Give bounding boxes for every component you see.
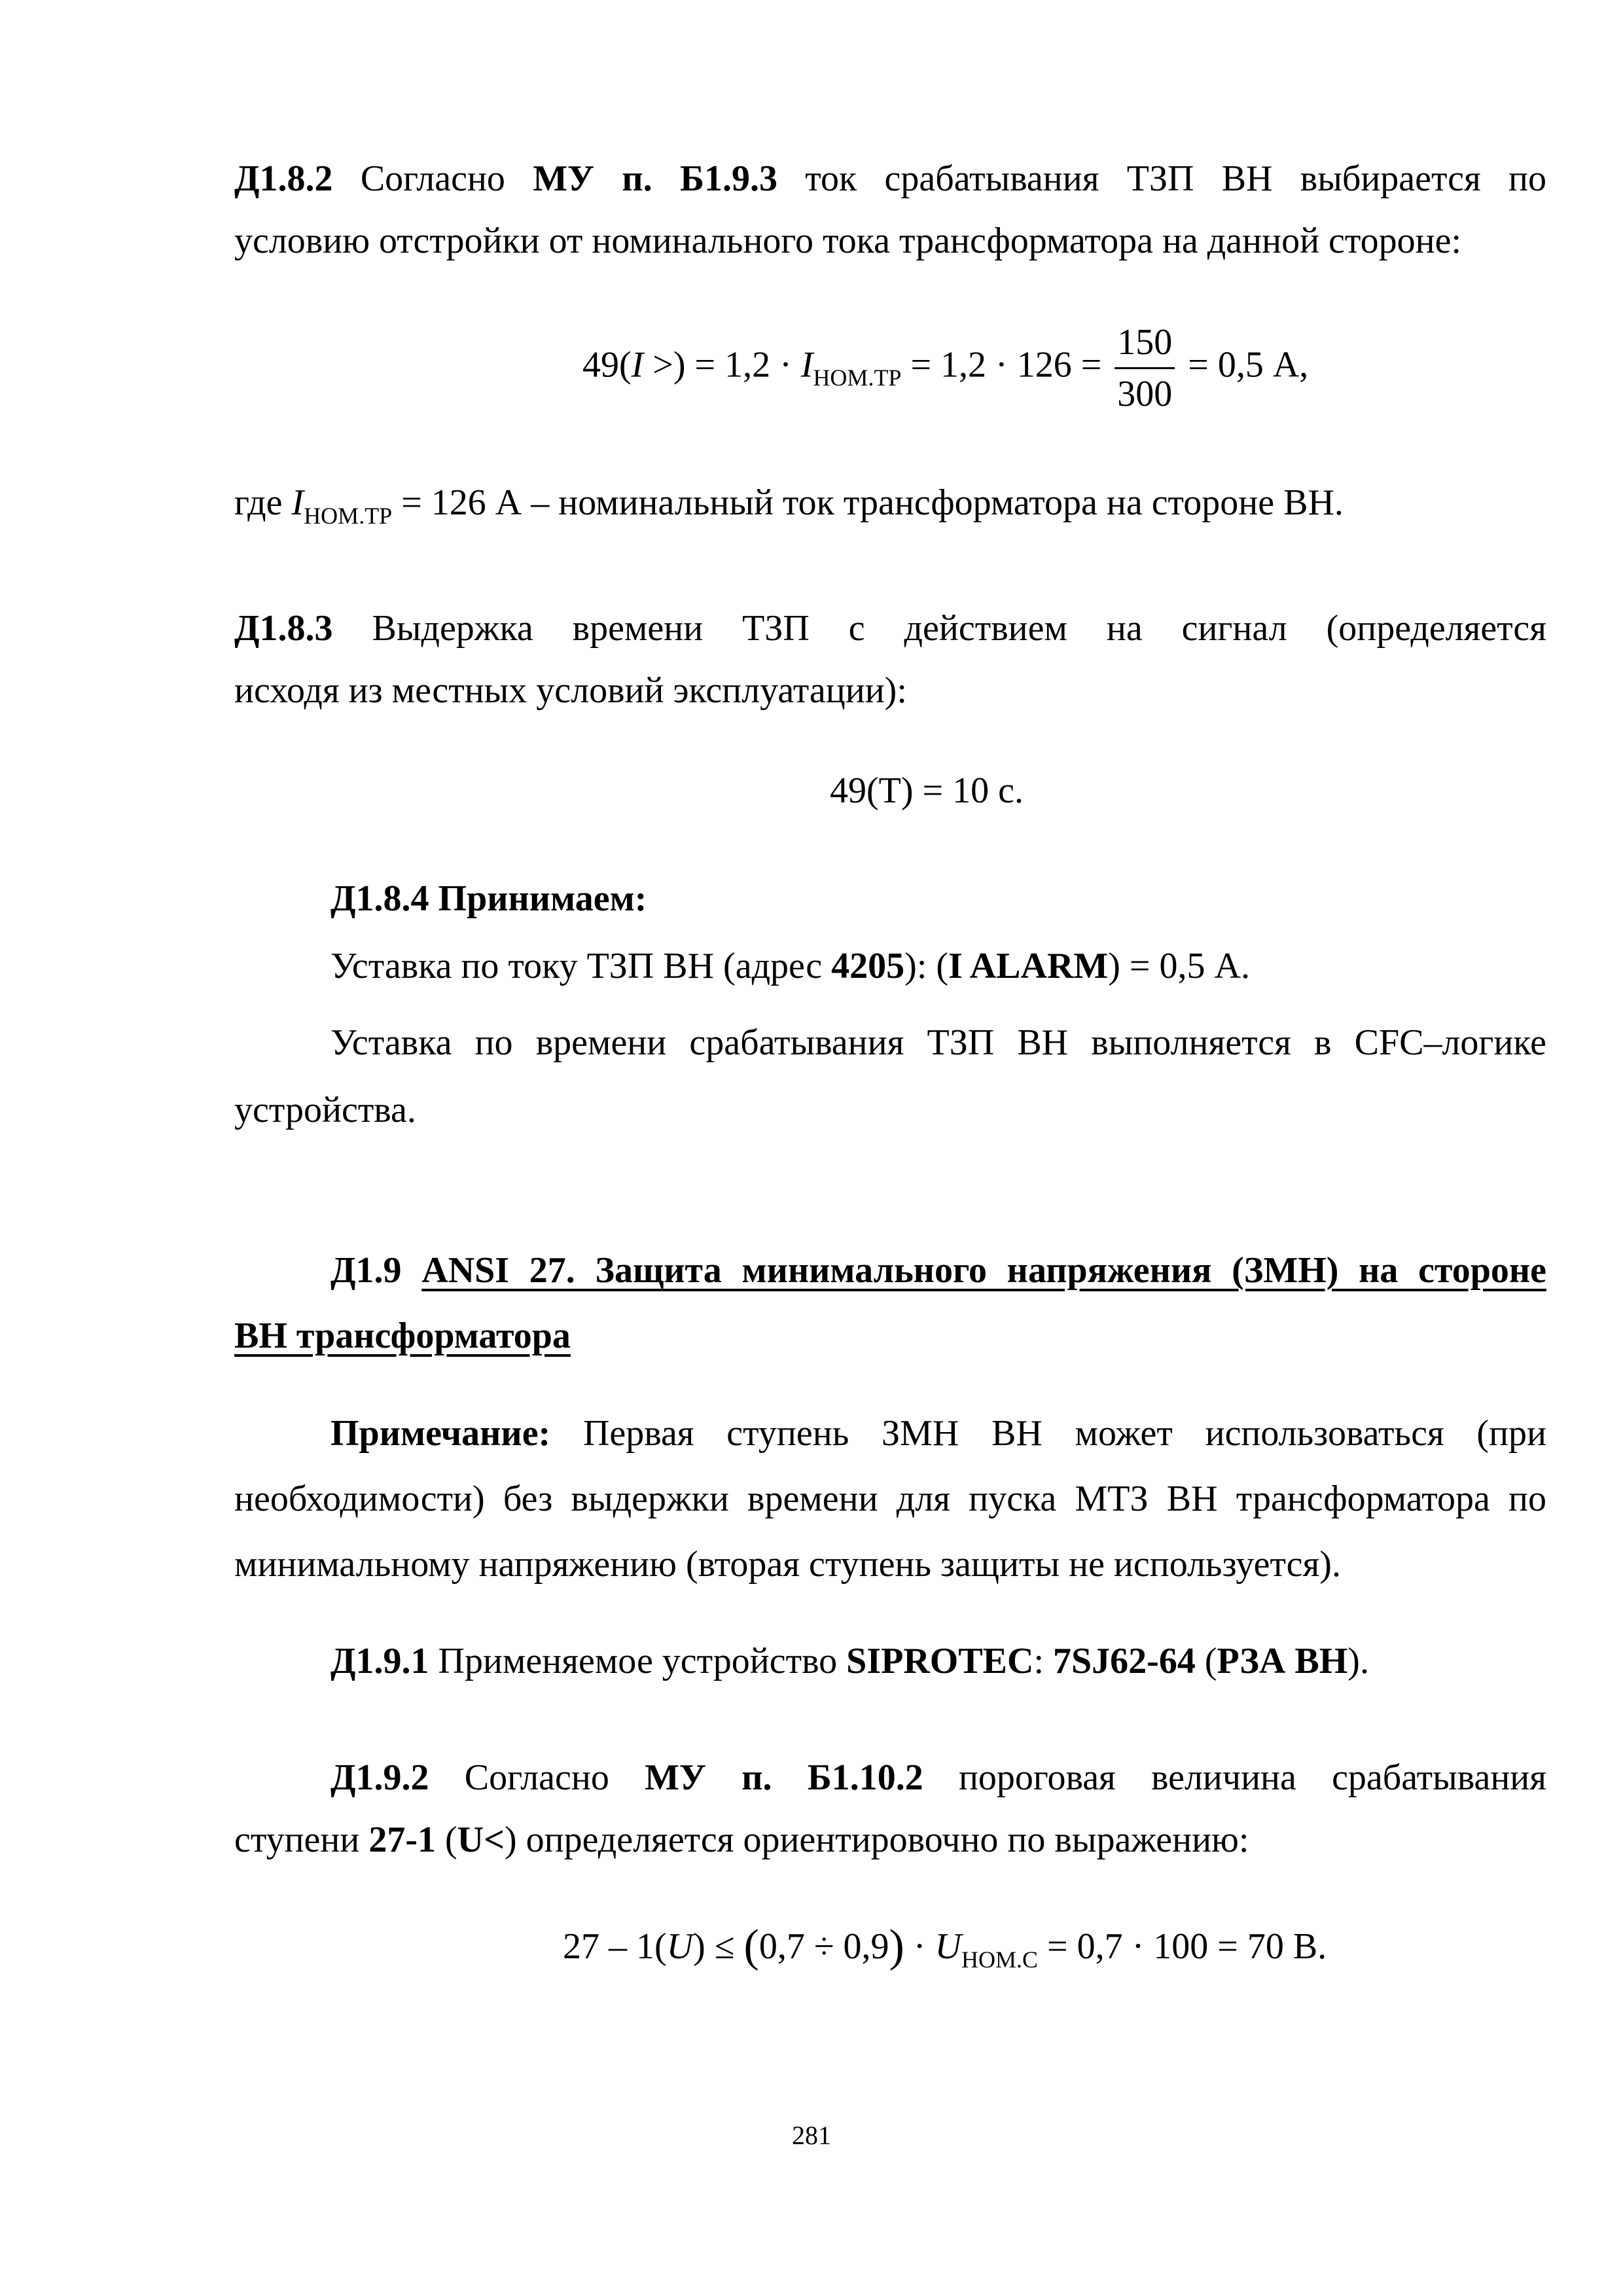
p184-address: 4205 — [831, 946, 905, 986]
formula3-d: · — [904, 1926, 935, 1967]
formula3-c: 0,7 ÷ 0,9 — [758, 1926, 889, 1967]
p191-model: 7SJ62-64 — [1053, 1641, 1196, 1681]
formula1-subscript: НОМ.ТР — [813, 365, 902, 391]
note-label: Примечание: — [330, 1413, 551, 1454]
p183-number: Д1.8.3 — [234, 608, 333, 649]
formula1-i: I — [631, 344, 644, 386]
p191-text1: Применяемое устройство — [429, 1641, 847, 1681]
where-text2: = 126 А – номинальный ток трансформатора на стороне ВН. — [392, 482, 1344, 523]
p182-number: Д1.8.2 — [234, 158, 333, 199]
formula1-i2: I — [800, 344, 813, 386]
p192-u-less: U< — [457, 1820, 505, 1860]
p192-reference: МУ п. Б1.10.2 — [645, 1757, 923, 1798]
p192-l2a: ступени — [234, 1820, 369, 1860]
p184-title-text: Д1.8.4 Принимаем: — [330, 878, 647, 919]
p184-l1e: ) = 0,5 А. — [1108, 946, 1250, 986]
heading-number: Д1.9 — [330, 1250, 402, 1291]
formula1-fraction — [1115, 324, 1175, 412]
p184-l1c: ): ( — [904, 946, 949, 986]
where-line — [234, 482, 1344, 529]
p192-text2: пороговая величина срабатывания — [958, 1757, 1547, 1798]
formula3-e: = 0,7 · 100 = 70 В. — [1038, 1926, 1327, 1967]
p192-text1: Согласно — [464, 1757, 609, 1798]
p191-text4: ). — [1347, 1641, 1369, 1681]
p183-text: Выдержка времени ТЗП с действием на сигнал (определяется — [372, 608, 1547, 649]
p191-text3: ( — [1195, 1641, 1217, 1681]
p182-text1: Согласно — [360, 158, 505, 199]
p184-title — [330, 880, 647, 917]
p191-number: Д1.9.1 — [330, 1641, 429, 1681]
p184-l1a: Уставка по току ТЗП ВН (адрес — [330, 946, 832, 986]
p192-line1 — [330, 1759, 1546, 1796]
p192-number: Д1.9.2 — [330, 1757, 429, 1798]
section-heading-line1 — [330, 1252, 1546, 1289]
note-line1 — [330, 1415, 1546, 1452]
p184-line3: устройства. — [234, 1090, 416, 1130]
note-line3: минимальному напряжению (вторая ступень защиты не используется). — [234, 1544, 1341, 1585]
where-text1: где — [234, 482, 292, 523]
formula1-denominator: 300 — [1117, 374, 1173, 414]
formula1-numerator: 150 — [1115, 324, 1175, 369]
formula1-rhs: = 0,5 А, — [1179, 344, 1309, 386]
note-line2: необходимости) без выдержки времени для пуска МТЗ ВН трансформатора по — [234, 1479, 1546, 1519]
note-text1: Первая ступень ЗМН ВН может использоваться (при — [582, 1413, 1547, 1454]
p182-text2: ток срабатывания ТЗП ВН выбирается по — [805, 158, 1547, 199]
formula3-open-paren: ( — [743, 1921, 759, 1971]
p183-line1 — [234, 610, 1546, 647]
p184-line1 — [330, 948, 1250, 984]
page-number: 281 — [792, 2121, 831, 2150]
heading-title-line1: ANSI 27. Защита минимального напряжения (ЗМН) на стороне — [421, 1250, 1546, 1291]
formula3-close-paren: ) — [889, 1921, 904, 1971]
p182-reference: МУ п. Б1.9.3 — [533, 158, 777, 199]
p182-line1 — [234, 160, 1546, 197]
heading-title-line2: ВН трансформатора — [234, 1316, 571, 1356]
p191-rza: РЗА ВН — [1217, 1641, 1348, 1681]
formula3-a: 27 – 1( — [563, 1926, 667, 1967]
p191-device: SIPROTEC — [846, 1641, 1034, 1681]
p192-l2e: ) определяется ориентировочно по выражению: — [505, 1820, 1249, 1860]
p192-line2 — [234, 1821, 1249, 1858]
p192-l2c: ( — [436, 1820, 457, 1860]
p182-line2: условию отстройки от номинального тока трансформатора на данной стороне: — [234, 221, 1462, 261]
formula-3 — [563, 1921, 1327, 1973]
p191-line — [330, 1643, 1369, 1679]
p191-text2: : — [1033, 1641, 1054, 1681]
section-heading-line2 — [234, 1318, 571, 1354]
formula-2: 49(Т) = 10 с. — [830, 770, 1024, 811]
formula3-u: U — [666, 1926, 694, 1967]
formula1-lhs: 49( — [582, 344, 632, 386]
where-subscript: НОМ.ТР — [304, 503, 393, 529]
p184-alarm: I ALARM — [948, 946, 1109, 986]
formula1-mid: = 1,2 · 126 = — [901, 344, 1111, 386]
where-i: I — [291, 482, 304, 523]
formula3-subscript: НОМ.С — [961, 1946, 1038, 1973]
formula-1 — [582, 324, 1308, 412]
formula1-gt: >) = 1,2 · — [643, 344, 801, 386]
formula3-b: ) ≤ — [693, 1926, 744, 1967]
p184-line2: Уставка по времени срабатывания ТЗП ВН выполняется в CFC–логике — [330, 1022, 1546, 1063]
p192-stage: 27-1 — [368, 1820, 437, 1860]
formula3-u2: U — [935, 1926, 961, 1967]
p183-line2: исходя из местных условий эксплуатации): — [234, 670, 907, 711]
